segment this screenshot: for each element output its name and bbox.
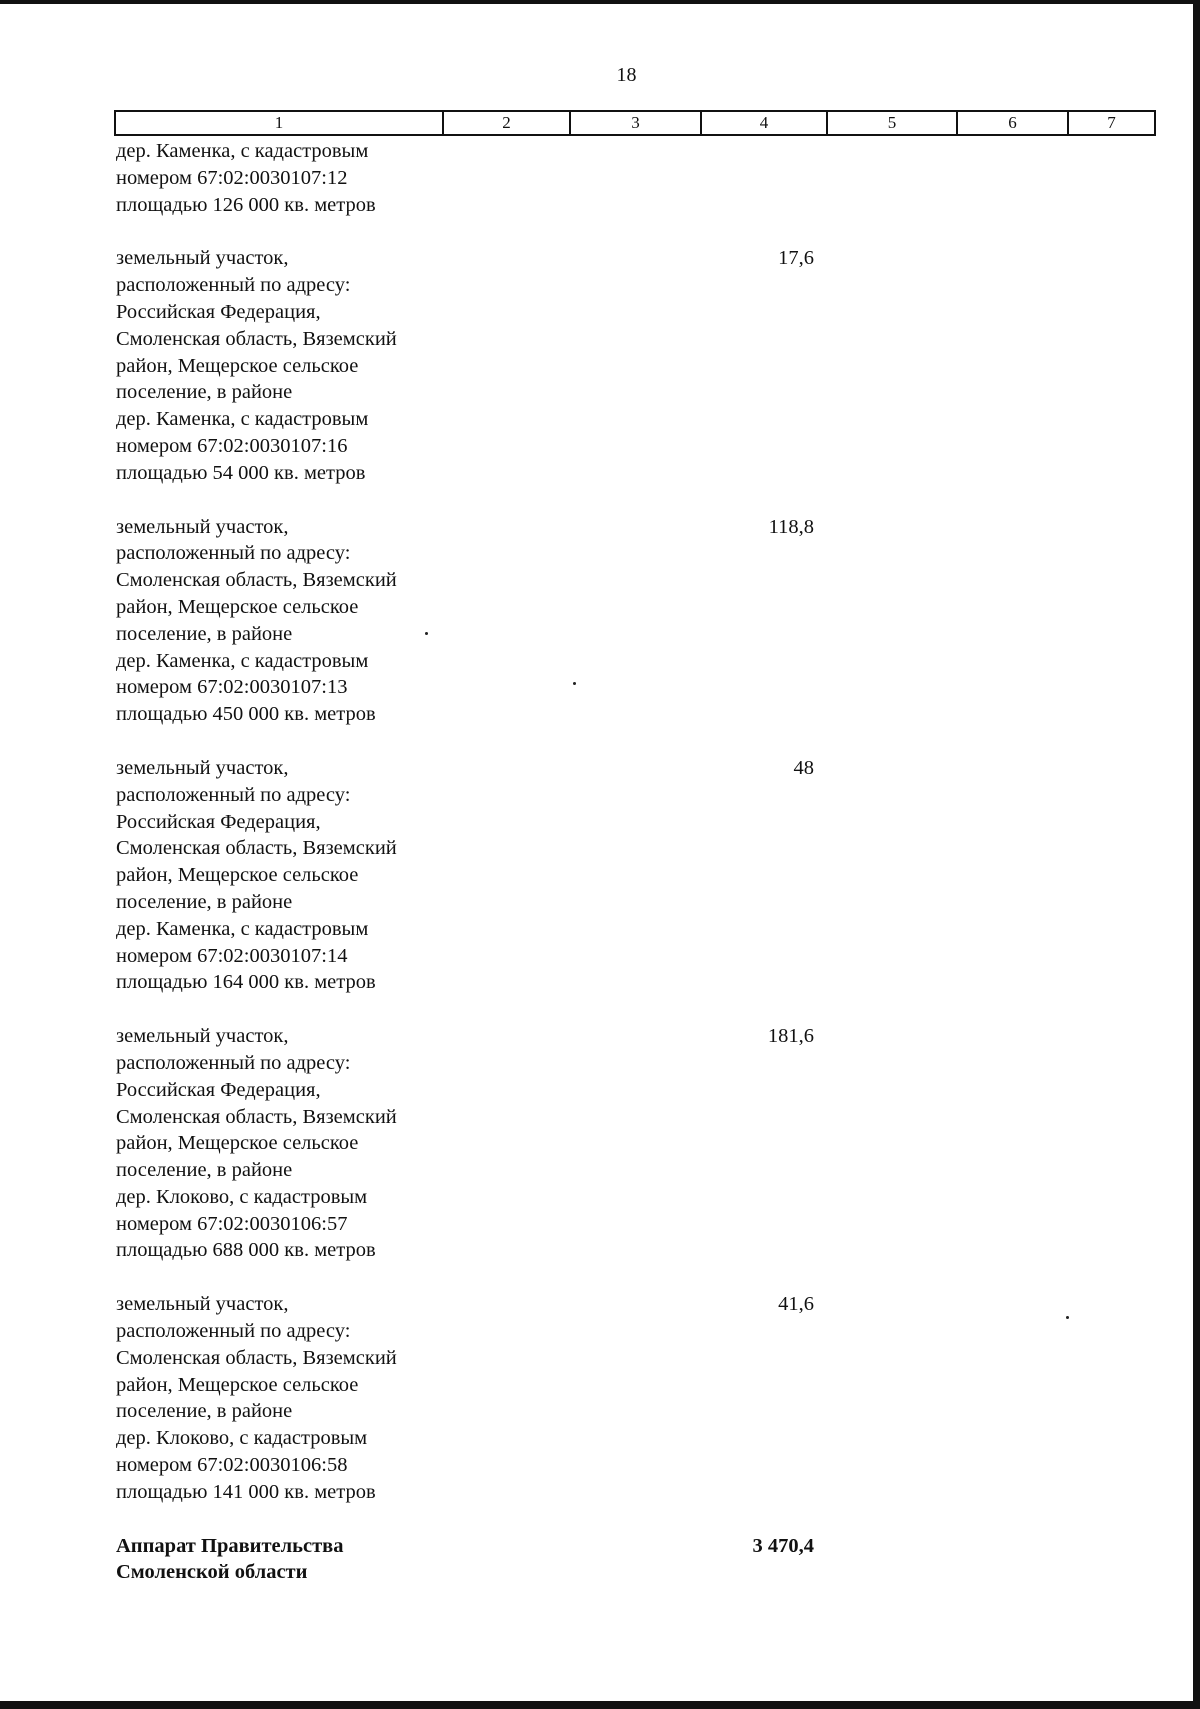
column-header-2: 2 [443, 111, 570, 135]
column-header-row [115, 111, 1155, 135]
column-header-table [114, 110, 1156, 136]
entry-description: дер. Каменка, с кадастровым номером 67:02:0030107:12 площадью 126 000 кв. метров [116, 140, 376, 216]
entry-amount: 17,6 [778, 247, 814, 270]
land-plot-entry [116, 755, 1116, 996]
column-header-3: 3 [570, 111, 701, 135]
column-header-1: 1 [115, 111, 443, 135]
organization-name: Аппарат Правительства Смоленской области [116, 1534, 344, 1584]
scan-border-right [1193, 0, 1200, 1709]
entry-description: земельный участок, расположенный по адресу: Смоленская область, Вяземский район, Мещерское сельское поселение, в районе дер. Каменка, с кадастровым номером 67:02:0030107:13 площадью 450 000 кв. метров [116, 515, 397, 726]
scan-border-bottom [0, 1701, 1200, 1709]
column-header-4: 4 [701, 111, 827, 135]
column-header-6: 6 [957, 111, 1068, 135]
entry-description: земельный участок, расположенный по адресу: Российская Федерация, Смоленская область, Вяземский район, Мещерское сельское поселение, в районе дер. Клоково, с кадастровым номером 67:02:0030106:57 площадью 688 000 кв. метров [116, 1025, 397, 1262]
scan-speck [573, 682, 576, 685]
entry-description: земельный участок, расположенный по адресу: Российская Федерация, Смоленская область, Вяземский район, Мещерское сельское поселение, в районе дер. Каменка, с кадастровым номером 67:02:0030107:14 площадью 164 000 кв. метров [116, 756, 397, 994]
land-plot-entry [116, 1023, 1116, 1264]
entries-list [116, 138, 1116, 1586]
entry-amount: 181,6 [767, 1025, 814, 1048]
entry-amount: 48 [793, 756, 814, 779]
land-plot-entry [116, 245, 1116, 486]
land-plot-entry [116, 1291, 1116, 1505]
organization-total-amount: 3 470,4 [752, 1534, 814, 1557]
organization-total-entry [116, 1533, 1116, 1587]
page-number: 18 [616, 64, 637, 86]
land-plot-entry [116, 138, 1116, 218]
entry-description: земельный участок, расположенный по адресу: Российская Федерация, Смоленская область, Вяземский район, Мещерское сельское поселение, в районе дер. Каменка, с кадастровым номером 67:02:0030107:16 площадью 54 000 кв. метров [116, 247, 397, 484]
column-header-5: 5 [827, 111, 957, 135]
scan-speck [425, 632, 428, 635]
column-header-7: 7 [1068, 111, 1155, 135]
entry-amount: 41,6 [778, 1293, 814, 1316]
scan-border-top [0, 0, 1200, 4]
land-plot-entry [116, 514, 1116, 728]
scan-speck [1066, 1316, 1069, 1319]
entry-description: земельный участок, расположенный по адресу: Смоленская область, Вяземский район, Мещерское сельское поселение, в районе дер. Клоково, с кадастровым номером 67:02:0030106:58 площадью 141 000 кв. метров [116, 1293, 397, 1503]
entry-amount: 118,8 [768, 515, 814, 538]
